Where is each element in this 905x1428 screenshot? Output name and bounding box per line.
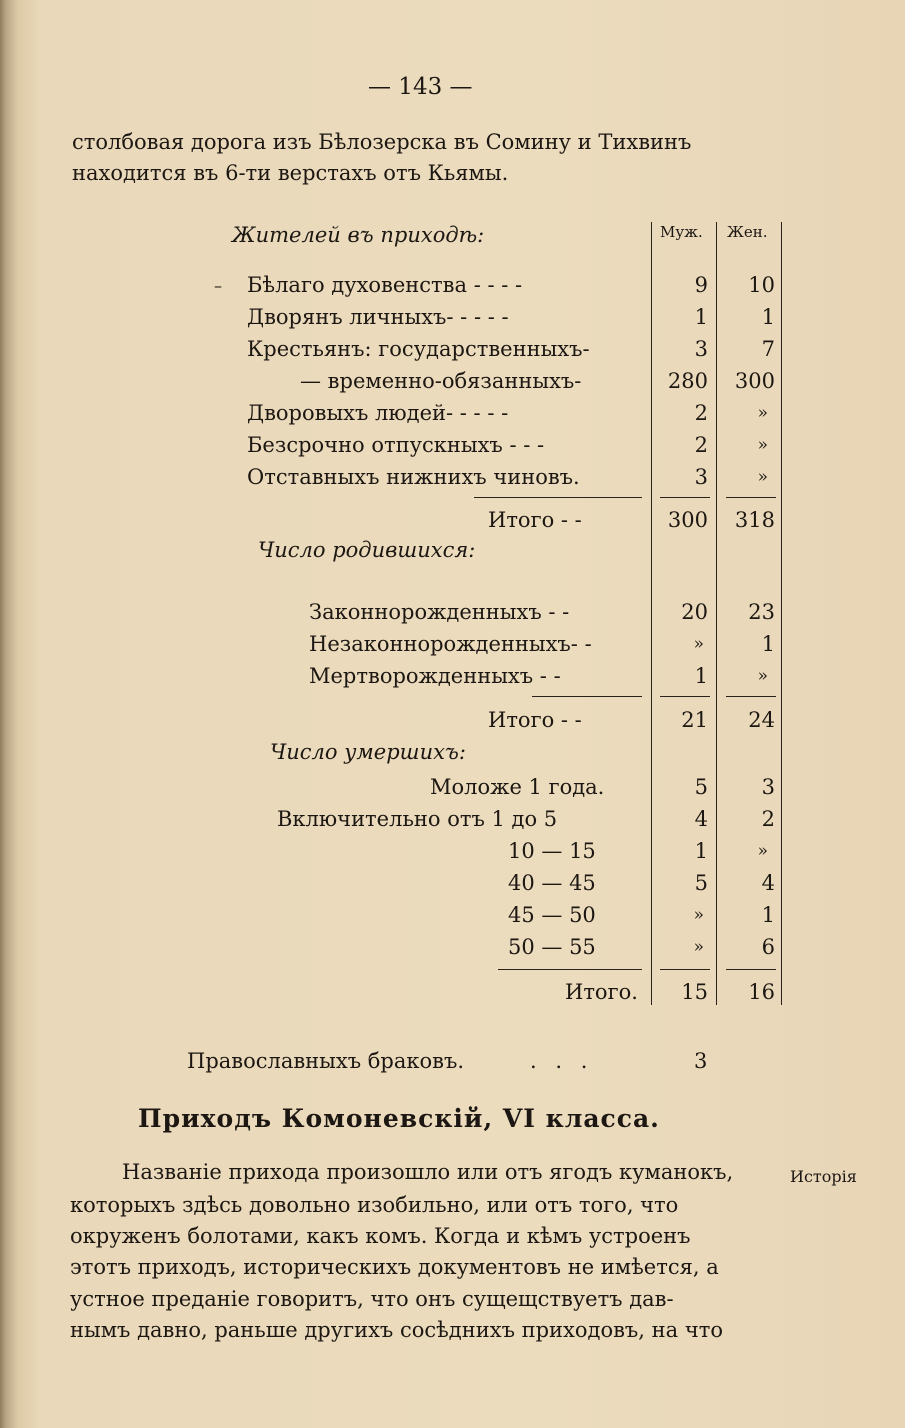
total-label: Итого - -: [488, 508, 582, 532]
table-cell-male: 1: [694, 664, 708, 688]
table-cell-female: »: [757, 435, 768, 455]
table-row-label: Безсрочно отпускныхъ - - -: [247, 433, 545, 457]
total-female: 16: [748, 980, 775, 1004]
births-heading: Число родившихся:: [258, 538, 476, 562]
body-line: Названіе прихода произошло или отъ ягодъ куманокъ,: [122, 1160, 734, 1184]
table-cell-female: 6: [761, 935, 775, 959]
table-cell-female: »: [757, 841, 768, 861]
marriages-label: Православныхъ браковъ.: [187, 1049, 465, 1073]
table-cell-male: 20: [681, 600, 708, 624]
total-male: 300: [667, 508, 708, 532]
table-row-label: Мертворожденныхъ - -: [309, 664, 561, 688]
subtotal-rule-male: [660, 497, 710, 498]
body-line: которыхъ здѣсь довольно изобильно, или отъ того, что: [70, 1193, 679, 1217]
total-male: 15: [681, 980, 708, 1004]
subtotal-rule: [498, 969, 642, 970]
table-cell-female: 7: [761, 337, 775, 361]
subtotal-rule-female: [726, 696, 776, 697]
table-cell-female: 300: [734, 369, 775, 393]
column-divider-left: [651, 222, 652, 1005]
table-cell-male: »: [693, 905, 704, 925]
table-cell-male: 2: [694, 401, 708, 425]
table-cell-male: 5: [694, 775, 708, 799]
subtotal-rule-female: [726, 969, 776, 970]
table-row-label: Дворянъ личныхъ- - - - -: [247, 305, 509, 329]
total-label: Итого.: [565, 980, 638, 1004]
intro-line-2: находится въ 6-ти верстахъ отъ Кьямы.: [72, 161, 509, 185]
body-line: этотъ приходъ, историческихъ документовъ не имѣется, а: [70, 1255, 719, 1279]
table-cell-male: 1: [694, 839, 708, 863]
body-line: нымъ давно, раньше другихъ сосѣднихъ приходовъ, на что: [70, 1318, 723, 1342]
marriages-dots: . . .: [530, 1049, 594, 1073]
table-cell-male: 2: [694, 433, 708, 457]
table-cell-female: 1: [761, 632, 775, 656]
table-row-label: Отставныхъ нижнихъ чиновъ.: [247, 465, 580, 489]
table-cell-female: 23: [748, 600, 775, 624]
table-cell-male: 4: [694, 807, 708, 831]
table-cell-female: 10: [748, 273, 775, 297]
column-divider-right: [781, 222, 782, 1005]
table-cell-male: 3: [694, 337, 708, 361]
table-row-label: 10 — 15: [508, 839, 596, 863]
table-cell-female: »: [757, 666, 768, 686]
table-cell-female: 1: [761, 305, 775, 329]
bullet-dash: –: [214, 276, 222, 295]
table-cell-female: 1: [761, 903, 775, 927]
table-cell-male: »: [693, 937, 704, 957]
section-title: Приходъ Комоневскій, VI класса.: [138, 1104, 660, 1133]
table-cell-male: 5: [694, 871, 708, 895]
table-row-label: Включительно отъ 1 до 5: [277, 807, 558, 831]
subtotal-rule: [532, 696, 642, 697]
table-row-label: Моложе 1 года.: [430, 775, 605, 799]
table-cell-male: 1: [694, 305, 708, 329]
table-cell-female: 4: [761, 871, 775, 895]
table-row-label: Дворовыхъ людей- - - - -: [247, 401, 509, 425]
total-male: 21: [681, 708, 708, 732]
subtotal-rule-male: [660, 696, 710, 697]
marriages-value: 3: [694, 1049, 708, 1073]
body-line: устное преданіе говоритъ, что онъ сущещствуетъ дав-: [70, 1287, 674, 1311]
page-number: — 143 —: [368, 74, 473, 100]
table-row-label: 45 — 50: [508, 903, 596, 927]
table-row-label: 50 — 55: [508, 935, 596, 959]
table-cell-female: 3: [761, 775, 775, 799]
table-row-label: — временно-обязанныхъ-: [300, 369, 582, 393]
table-cell-male: 3: [694, 465, 708, 489]
column-header-male: Муж.: [660, 223, 703, 241]
total-female: 318: [734, 508, 775, 532]
column-header-female: Жен.: [727, 223, 768, 241]
total-label: Итого - -: [488, 708, 582, 732]
subtotal-rule: [474, 497, 642, 498]
table-cell-female: 2: [761, 807, 775, 831]
table-cell-female: »: [757, 403, 768, 423]
table-row-label: Незаконнорожденныхъ- -: [309, 632, 592, 656]
table-row-label: 40 — 45: [508, 871, 596, 895]
table-row-label: Крестьянъ: государственныхъ-: [247, 337, 590, 361]
table-cell-female: »: [757, 467, 768, 487]
residents-heading: Жителей въ приходѣ:: [232, 223, 485, 247]
table-row-label: Законнорожденныхъ - -: [309, 600, 570, 624]
deaths-heading: Число умершихъ:: [270, 740, 467, 764]
total-female: 24: [748, 708, 775, 732]
table-cell-male: »: [693, 634, 704, 654]
body-line: окруженъ болотами, какъ комъ. Когда и кѣмъ устроенъ: [70, 1224, 691, 1248]
table-row-label: Бѣлаго духовенства - - - -: [247, 273, 523, 297]
column-divider-middle: [716, 222, 717, 1005]
table-cell-male: 280: [667, 369, 708, 393]
subtotal-rule-male: [660, 969, 710, 970]
table-cell-male: 9: [694, 273, 708, 297]
margin-note: Исторія: [790, 1167, 857, 1186]
subtotal-rule-female: [726, 497, 776, 498]
intro-line-1: столбовая дорога изъ Бѣлозерска въ Сомину и Тихвинъ: [72, 130, 692, 154]
